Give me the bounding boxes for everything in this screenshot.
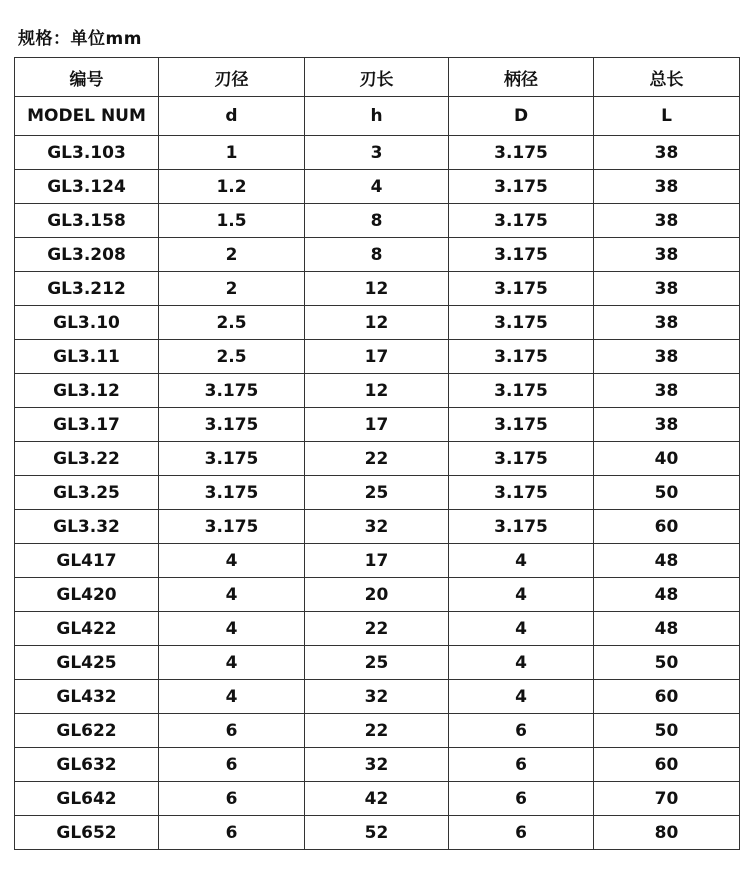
total-length-cell: 38 (594, 170, 740, 204)
header-cell-total-length-cn: 总长 (594, 58, 740, 97)
total-length-cell: 38 (594, 136, 740, 170)
shank-diameter-cell: 4 (449, 680, 594, 714)
table-row (15, 612, 740, 646)
model-cell: GL425 (15, 646, 159, 680)
shank-diameter-cell: 6 (449, 782, 594, 816)
blade-diameter-cell: 4 (159, 612, 305, 646)
blade-length-cell: 25 (305, 646, 449, 680)
shank-diameter-cell: 3.175 (449, 442, 594, 476)
model-cell: GL3.11 (15, 340, 159, 374)
blade-length-cell: 32 (305, 680, 449, 714)
shank-diameter-cell: 3.175 (449, 306, 594, 340)
blade-diameter-cell: 4 (159, 680, 305, 714)
model-cell: GL3.158 (15, 204, 159, 238)
table-row (15, 170, 740, 204)
blade-diameter-cell: 3.175 (159, 408, 305, 442)
table-row (15, 680, 740, 714)
model-cell: GL3.103 (15, 136, 159, 170)
total-length-cell: 38 (594, 374, 740, 408)
model-cell: GL3.208 (15, 238, 159, 272)
blade-length-cell: 42 (305, 782, 449, 816)
model-cell: GL3.124 (15, 170, 159, 204)
header-cell-blade-diameter-cn: 刃径 (159, 58, 305, 97)
header-row-english (15, 97, 740, 136)
total-length-cell: 38 (594, 238, 740, 272)
table-row (15, 476, 740, 510)
total-length-cell: 48 (594, 544, 740, 578)
shank-diameter-cell: 3.175 (449, 408, 594, 442)
header-cell-shank-diameter-cn: 柄径 (449, 58, 594, 97)
model-cell: GL422 (15, 612, 159, 646)
blade-diameter-cell: 6 (159, 748, 305, 782)
header-row-chinese (15, 58, 740, 97)
blade-length-cell: 17 (305, 340, 449, 374)
table-row (15, 272, 740, 306)
table-row (15, 510, 740, 544)
table-row (15, 340, 740, 374)
shank-diameter-cell: 3.175 (449, 136, 594, 170)
table-row (15, 408, 740, 442)
shank-diameter-cell: 4 (449, 578, 594, 612)
table-row (15, 238, 740, 272)
shank-diameter-cell: 3.175 (449, 170, 594, 204)
blade-length-cell: 32 (305, 748, 449, 782)
total-length-cell: 50 (594, 476, 740, 510)
header-cell-total-length-en: L (594, 97, 740, 136)
blade-length-cell: 8 (305, 238, 449, 272)
shank-diameter-cell: 6 (449, 748, 594, 782)
model-cell: GL3.22 (15, 442, 159, 476)
blade-diameter-cell: 4 (159, 544, 305, 578)
total-length-cell: 38 (594, 204, 740, 238)
blade-diameter-cell: 2.5 (159, 306, 305, 340)
blade-diameter-cell: 6 (159, 782, 305, 816)
total-length-cell: 38 (594, 306, 740, 340)
model-cell: GL432 (15, 680, 159, 714)
shank-diameter-cell: 4 (449, 646, 594, 680)
blade-diameter-cell: 1 (159, 136, 305, 170)
shank-diameter-cell: 3.175 (449, 340, 594, 374)
model-cell: GL652 (15, 816, 159, 850)
total-length-cell: 38 (594, 272, 740, 306)
total-length-cell: 60 (594, 748, 740, 782)
total-length-cell: 70 (594, 782, 740, 816)
shank-diameter-cell: 6 (449, 714, 594, 748)
table-row (15, 782, 740, 816)
model-cell: GL3.12 (15, 374, 159, 408)
shank-diameter-cell: 4 (449, 612, 594, 646)
blade-length-cell: 22 (305, 442, 449, 476)
total-length-cell: 40 (594, 442, 740, 476)
blade-diameter-cell: 2 (159, 272, 305, 306)
total-length-cell: 38 (594, 340, 740, 374)
header-cell-blade-diameter-en: d (159, 97, 305, 136)
table-row (15, 442, 740, 476)
table-row (15, 306, 740, 340)
blade-length-cell: 8 (305, 204, 449, 238)
shank-diameter-cell: 3.175 (449, 272, 594, 306)
header-cell-blade-length-cn: 刃长 (305, 58, 449, 97)
total-length-cell: 48 (594, 612, 740, 646)
blade-diameter-cell: 1.2 (159, 170, 305, 204)
blade-diameter-cell: 3.175 (159, 510, 305, 544)
shank-diameter-cell: 3.175 (449, 204, 594, 238)
table-row (15, 374, 740, 408)
spec-table-body (15, 58, 740, 850)
table-row (15, 748, 740, 782)
header-cell-shank-diameter-en: D (449, 97, 594, 136)
total-length-cell: 48 (594, 578, 740, 612)
spec-title: 规格：单位mm (18, 29, 142, 49)
shank-diameter-cell: 4 (449, 544, 594, 578)
model-cell: GL632 (15, 748, 159, 782)
total-length-cell: 50 (594, 646, 740, 680)
model-cell: GL3.32 (15, 510, 159, 544)
table-row (15, 578, 740, 612)
blade-diameter-cell: 4 (159, 646, 305, 680)
blade-length-cell: 17 (305, 544, 449, 578)
shank-diameter-cell: 3.175 (449, 476, 594, 510)
blade-length-cell: 12 (305, 374, 449, 408)
blade-length-cell: 52 (305, 816, 449, 850)
blade-length-cell: 12 (305, 272, 449, 306)
table-row (15, 204, 740, 238)
model-cell: GL3.25 (15, 476, 159, 510)
model-cell: GL3.10 (15, 306, 159, 340)
model-cell: GL3.212 (15, 272, 159, 306)
header-cell-blade-length-en: h (305, 97, 449, 136)
blade-diameter-cell: 3.175 (159, 374, 305, 408)
shank-diameter-cell: 3.175 (449, 238, 594, 272)
blade-length-cell: 12 (305, 306, 449, 340)
total-length-cell: 80 (594, 816, 740, 850)
shank-diameter-cell: 3.175 (449, 510, 594, 544)
model-cell: GL3.17 (15, 408, 159, 442)
table-row (15, 544, 740, 578)
blade-diameter-cell: 1.5 (159, 204, 305, 238)
total-length-cell: 60 (594, 680, 740, 714)
total-length-cell: 50 (594, 714, 740, 748)
blade-diameter-cell: 3.175 (159, 476, 305, 510)
model-cell: GL417 (15, 544, 159, 578)
table-row (15, 646, 740, 680)
blade-length-cell: 17 (305, 408, 449, 442)
blade-length-cell: 32 (305, 510, 449, 544)
blade-diameter-cell: 4 (159, 578, 305, 612)
blade-length-cell: 22 (305, 714, 449, 748)
shank-diameter-cell: 6 (449, 816, 594, 850)
table-row (15, 816, 740, 850)
spec-table (14, 57, 740, 850)
header-cell-model-cn: 编号 (15, 58, 159, 97)
blade-diameter-cell: 6 (159, 816, 305, 850)
table-row (15, 136, 740, 170)
total-length-cell: 38 (594, 408, 740, 442)
blade-diameter-cell: 2 (159, 238, 305, 272)
model-cell: GL622 (15, 714, 159, 748)
blade-diameter-cell: 2.5 (159, 340, 305, 374)
blade-diameter-cell: 3.175 (159, 442, 305, 476)
table-row (15, 714, 740, 748)
blade-length-cell: 3 (305, 136, 449, 170)
model-cell: GL642 (15, 782, 159, 816)
total-length-cell: 60 (594, 510, 740, 544)
blade-length-cell: 25 (305, 476, 449, 510)
header-cell-model-en: MODEL NUM (15, 97, 159, 136)
blade-length-cell: 22 (305, 612, 449, 646)
blade-length-cell: 20 (305, 578, 449, 612)
blade-length-cell: 4 (305, 170, 449, 204)
shank-diameter-cell: 3.175 (449, 374, 594, 408)
model-cell: GL420 (15, 578, 159, 612)
blade-diameter-cell: 6 (159, 714, 305, 748)
